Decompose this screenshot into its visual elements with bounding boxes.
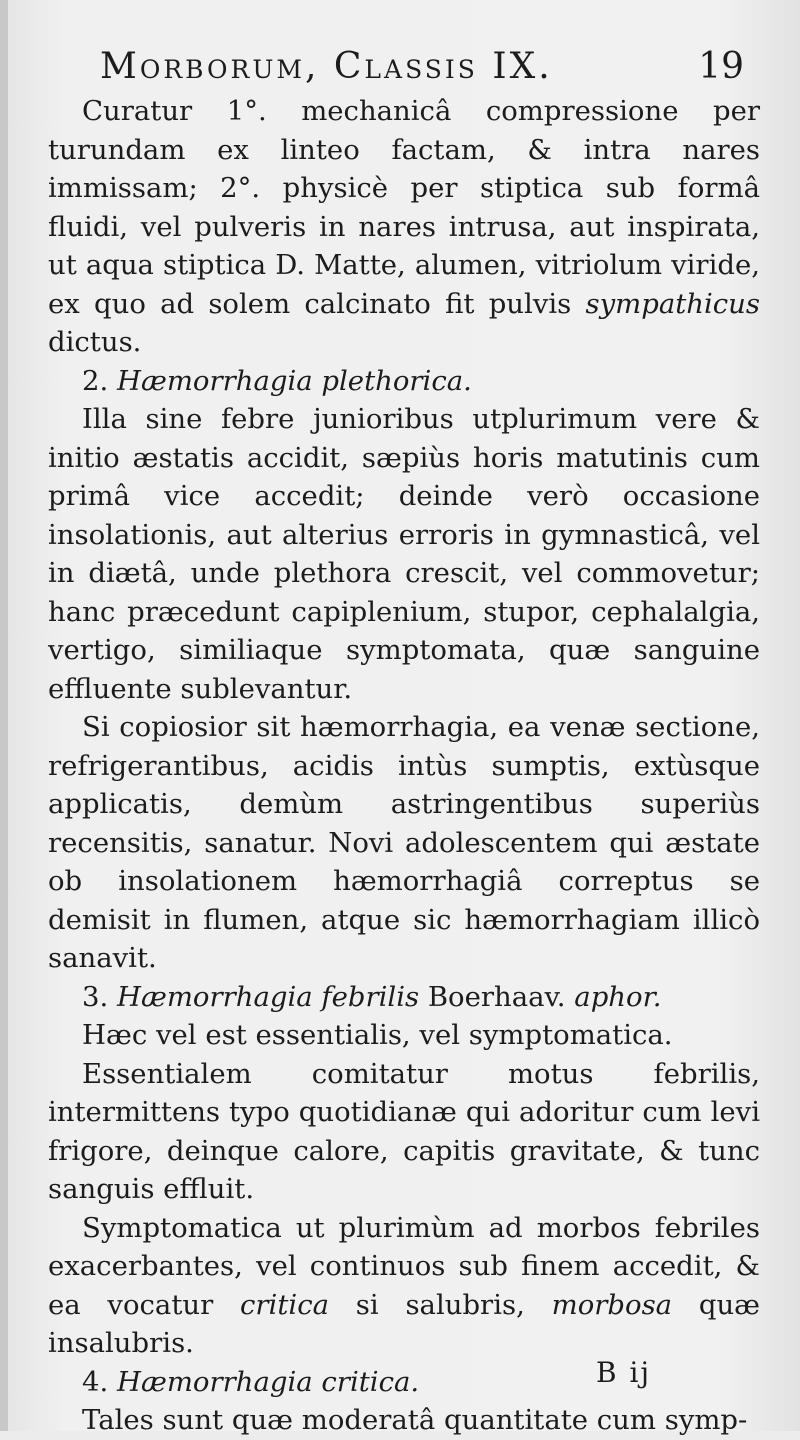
heading-3-reference: aphor. [574,980,662,1013]
paragraph-essentialis: Hæc vel est essentialis, vel symptomatica. [82,1019,673,1051]
p1-text-end: dictus. [48,326,142,358]
section-heading-2 [48,362,760,401]
running-title: Morborum, Classis IX. [100,46,553,87]
body-text [48,92,760,1440]
paragraph-symptomatica [48,1209,760,1363]
running-header [100,46,750,94]
p1-italic-term: sympathicus [585,287,760,320]
paragraph-essentialem: Essentialem comitatur motus febrilis, intermittens typo quotidianæ qui adoritur cum levi frigore, deinque calore, capitis gravitate, & tunc sanguis effluit. [48,1057,760,1205]
page-number: 19 [698,46,744,87]
heading-2-number: 2. [82,364,109,397]
paragraph-copiosior: Si copiosior sit hæmorrhagia, ea venæ sectione, refrigerantibus, acidis intùs sumptis, extùsque applicatis, demùm astringentibus superiùs recensitis, sanatur. Novi adolescentem qui æstate ob insolationem hæmorrhagiâ correptus se demisit in flumen, atque sic hæmorrhagiam illicò sanavit. [48,711,760,974]
section-heading-4 [48,1363,760,1402]
p6-italic-critica: critica [240,1288,329,1321]
heading-3-title: Hæmorrhagia febrilis [117,980,420,1013]
p6-italic-morbosa: morbosa [551,1288,673,1321]
paragraph-plethorica: Illa sine febre junioribus utplurimum vere & initio æstatis accidit, sæpiùs horis matutinis cum primâ vice accedit; deinde verò occasione insolationis, aut alterius erroris in gymnasticâ, vel in diætâ, unde plethora crescit, vel commovetur; hanc præcedunt capiplenium, stupor, cephalalgia, vertigo, similiaque symptomata, quæ sanguine effluente sublevantur. [48,403,760,705]
paragraph-tales: Tales sunt quæ moderatâ quantitate cum symp- [82,1404,748,1436]
p1-text: Curatur 1°. mechanicâ compressione per turundam ex linteo factam, & intra nares immissam; 2°. physicè per stiptica sub formâ fluidi, vel pulveris in nares intrusa, aut inspirata, ut aqua stiptica D. Matte, alumen, vitriolum viride, ex quo ad solem calcinato fit pulvis [48,95,760,320]
page-edge-shadow [0,0,8,1431]
heading-3-number: 3. [82,980,109,1013]
heading-3-author: Boerhaav. [419,980,575,1013]
p6-text-mid: si salubris, [329,1288,552,1321]
paragraph-treatment [48,92,760,362]
heading-4-number: 4. [82,1365,109,1398]
p6-text: Symptomatica ut plurimùm ad morbos febriles exacerbantes, vel continuos sub finem accedit, & ea vocatur [48,1211,760,1321]
section-heading-3 [48,978,760,1017]
heading-2-title: Hæmorrhagia plethorica. [117,364,472,397]
p6-text-end: quæ insalubris. [48,1288,761,1359]
signature-mark: B ij [596,1356,652,1389]
heading-4-title: Hæmorrhagia critica. [117,1365,420,1398]
